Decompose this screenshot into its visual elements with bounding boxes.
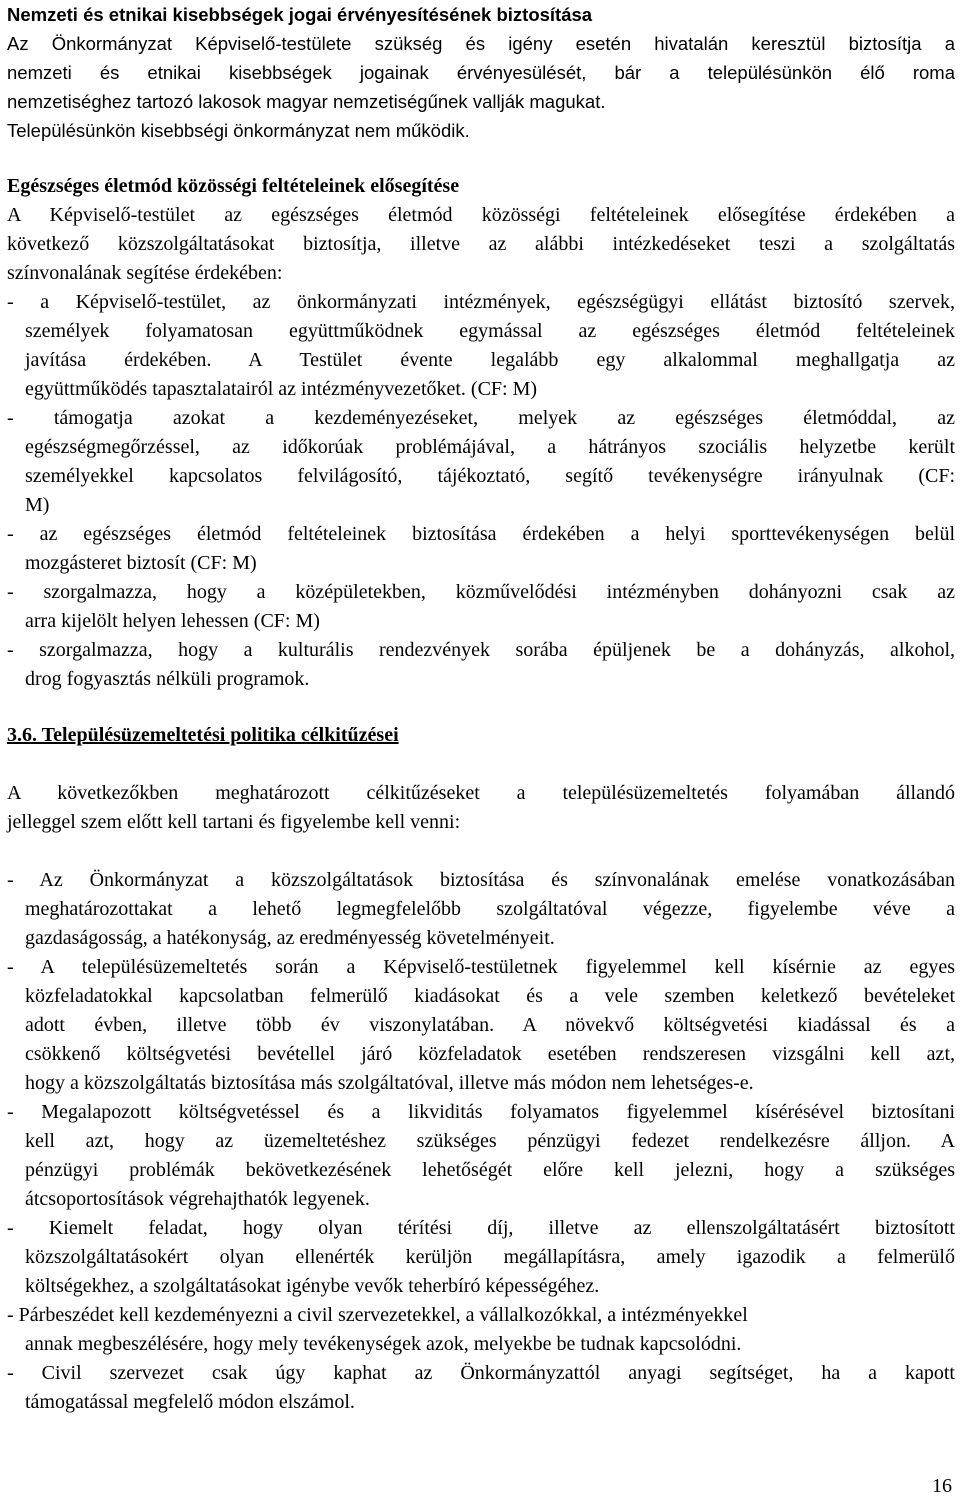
list-item-line: - Megalapozott költségvetéssel és a likviditás folyamatos figyelemmel kísérésével biztosítani: [7, 1101, 955, 1123]
list-item-line: annak megbeszélésére, hogy mely tevékenységek azok, melyekbe be tudnak kapcsolódni.: [25, 1333, 742, 1355]
list-item-line: - szorgalmazza, hogy a kulturális rendezvények sorába épüljenek be a dohányzás, alkohol,: [7, 639, 955, 661]
paragraph-line: színvonalának segítése érdekében:: [7, 262, 283, 284]
list-item-line: gazdaságosság, a hatékonyság, az eredményesség követelményeit.: [25, 927, 555, 949]
list-item-line: - Az Önkormányzat a közszolgáltatások biztosítása és színvonalának emelése vonatkozásában: [7, 869, 955, 891]
list-item-line: támogatással megfelelő módon elszámol.: [25, 1391, 355, 1413]
list-item-line: együttműködés tapasztalatairól az intézményvezetőket. (CF: M): [25, 378, 538, 400]
list-item-line: - Civil szervezet csak úgy kaphat az Önkormányzattól anyagi segítséget, ha a kapott: [7, 1362, 955, 1384]
list-item-line: személyek folyamatosan együttműködnek egymással az egészséges életmód feltételeinek: [25, 320, 955, 342]
list-item-line: adott évben, illetve több év viszonylatában. A növekvő költségvetési kiadással és a: [25, 1014, 955, 1036]
list-item-line: költségekhez, a szolgáltatásokat igénybe vevők teherbíró képességéhez.: [25, 1275, 600, 1297]
list-item-line: közszolgáltatásokért olyan ellenérték kerüljön megállapításra, amely igazodik a felmerülő: [25, 1246, 955, 1268]
list-item-line: hogy a közszolgáltatás biztosítása más szolgáltatóval, illetve más módon nem lehetséges-e.: [25, 1072, 754, 1094]
section-heading-urban-operations: 3.6. Településüzemeltetési politika célkitűzései: [7, 724, 399, 746]
list-item-line: - szorgalmazza, hogy a középületekben, közművelődési intézményben dohányozni csak az: [7, 581, 955, 603]
list-item: [7, 953, 955, 1098]
list-item: [7, 1214, 955, 1301]
list-item-line: - az egészséges életmód feltételeinek biztosítása érdekében a helyi sporttevékenységen belül: [7, 523, 955, 545]
section-urban-operations-intro: [7, 779, 955, 837]
list-item-line: személyekkel kapcsolatos felvilágosító, tájékoztató, segítő tevékenységre irányulnak (CF:: [25, 465, 955, 487]
list-item-line: egészségmegőrzéssel, az időkorúak problémájával, a hátrányos szociális helyzetbe került: [25, 436, 955, 458]
paragraph-line: jelleggel szem előtt kell tartani és figyelembe kell venni:: [7, 811, 461, 833]
page-number: 16: [932, 1475, 952, 1497]
list-item-line: M): [25, 494, 50, 516]
list-item-line: - A településüzemeltetés során a Képviselő-testületnek figyelemmel kell kísérnie az egyes: [7, 956, 955, 978]
paragraph-line: nemzeti és etnikai kisebbségek jogainak érvényesülését, bár a településünkön élő roma: [7, 62, 955, 83]
list-item-line: - a Képviselő-testület, az önkormányzati intézmények, egészségügyi ellátást biztosító szervek,: [7, 291, 955, 313]
paragraph-line: nemzetiséghez tartozó lakosok magyar nemzetiségűnek vallják magukat.: [7, 91, 606, 112]
list-item: [7, 866, 955, 953]
paragraph-line: Településünkön kisebbségi önkormányzat nem működik.: [7, 120, 470, 141]
paragraph-line: A Képviselő-testület az egészséges életmód közösségi feltételeinek elősegítése érdekében a: [7, 204, 955, 226]
list-item-line: - Kiemelt feladat, hogy olyan térítési díj, illetve az ellenszolgáltatásért biztosított: [7, 1217, 955, 1239]
paragraph-line: Az Önkormányzat Képviselő-testülete szükség és igény esetén hivatalán keresztül biztosítja a: [7, 33, 955, 54]
list-item: [7, 578, 955, 636]
list-item-line: javítása érdekében. A Testület évente legalább egy alkalommal meghallgatja az: [25, 349, 955, 371]
section-heading: Egészséges életmód közösségi feltételeinek elősegítése: [7, 175, 460, 197]
list-item-line: mozgásteret biztosít (CF: M): [25, 552, 257, 574]
list-item-line: közfeladatokkal kapcsolatban felmerülő kiadásokat és a vele szemben keletkező bevételeket: [25, 985, 955, 1007]
list-item: [7, 404, 955, 520]
list-item: [7, 1301, 955, 1359]
list-item-line: pénzügyi problémák bekövetkezésének lehetőségét előre kell jelezni, hogy a szükséges: [25, 1159, 955, 1181]
section-urban-operations-list: [7, 866, 955, 1417]
list-item: [7, 288, 955, 404]
list-item-line: - támogatja azokat a kezdeményezéseket, melyek az egészséges életmóddal, az: [7, 407, 955, 429]
list-item-line: átcsoportosítások végrehajthatók legyenek.: [25, 1188, 370, 1210]
list-item-line: - Párbeszédet kell kezdeményezni a civil szervezetekkel, a vállalkozókkal, a intézményekkel: [7, 1304, 748, 1326]
list-item: [7, 636, 955, 694]
list-item-line: csökkenő költségvetési bevétellel járó közfeladatok esetében rendszeresen vizsgálni kell azt,: [25, 1043, 955, 1065]
list-item: [7, 1098, 955, 1214]
section-minority-rights: [7, 0, 955, 145]
list-item: [7, 1359, 955, 1417]
list-item-line: kell azt, hogy az üzemeltetéshez szükséges pénzügyi fedezet rendelkezésre álljon. A: [25, 1130, 955, 1152]
section-healthy-lifestyle: [7, 172, 955, 694]
list-item-line: drog fogyasztás nélküli programok.: [25, 668, 310, 690]
list-item-line: arra kijelölt helyen lehessen (CF: M): [25, 610, 320, 632]
list-item: [7, 520, 955, 578]
paragraph-line: következő közszolgáltatásokat biztosítja, illetve az alábbi intézkedéseket teszi a szolgáltatás: [7, 233, 955, 255]
list-item-line: meghatározottakat a lehető legmegfelelőbb szolgáltatóval végezze, figyelembe véve a: [25, 898, 955, 920]
section-heading: Nemzeti és etnikai kisebbségek jogai érvényesítésének biztosítása: [7, 4, 593, 25]
paragraph-line: A következőkben meghatározott célkitűzéseket a településüzemeltetés folyamában állandó: [7, 782, 955, 804]
